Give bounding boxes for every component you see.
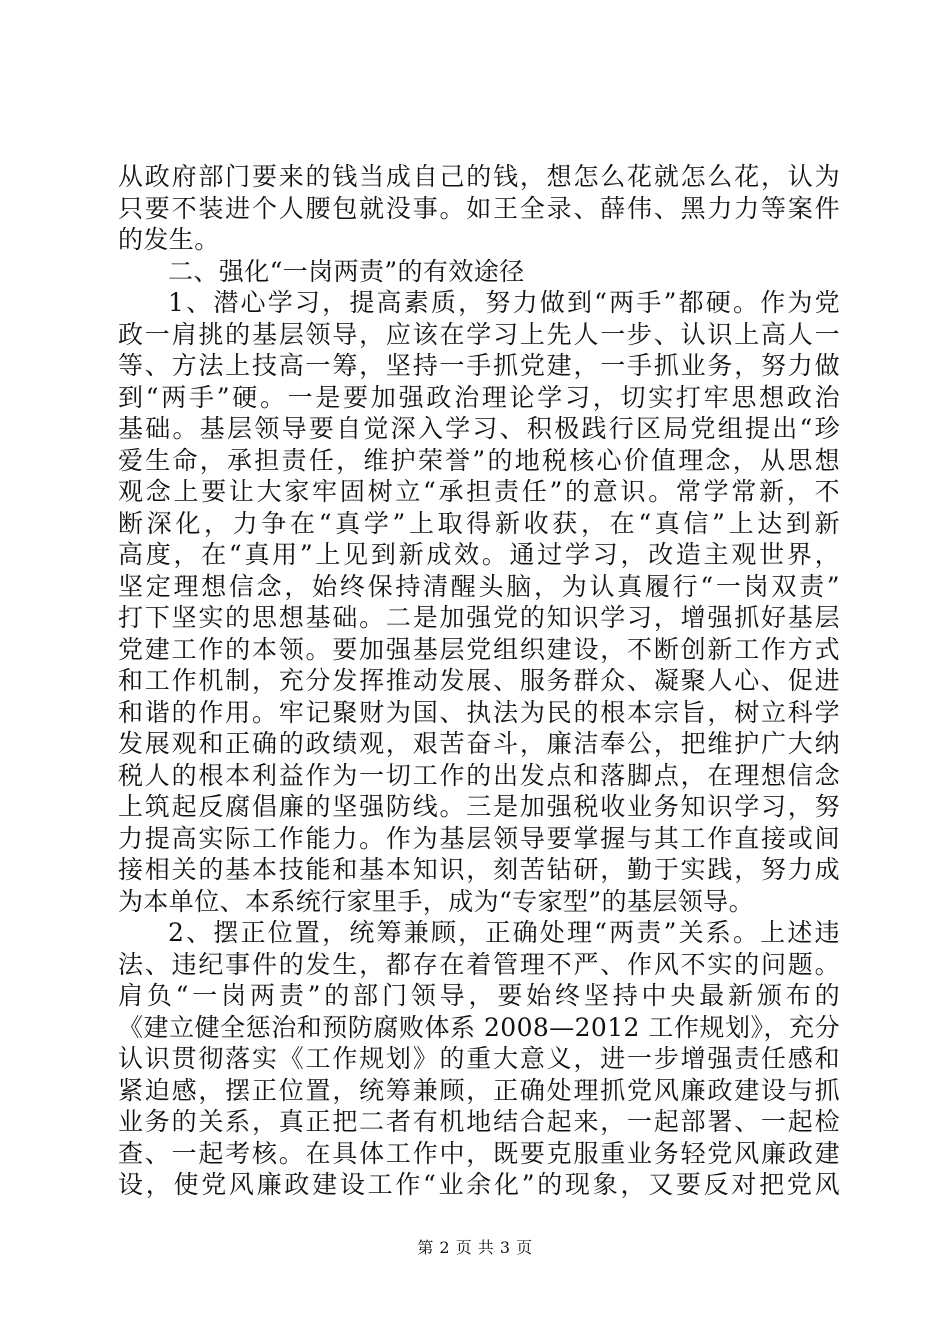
text-line: 上筑起反腐倡廉的坚强防线。三是加强税收业务知识学习，努 bbox=[118, 792, 840, 821]
text-line: 断深化，力争在“真学”上取得新收获，在“真信”上达到新 bbox=[118, 508, 840, 538]
text-line: 接相关的基本技能和基本知识，刻苦钻研，勤于实践，努力成 bbox=[118, 855, 840, 884]
text-line: 政一肩挑的基层领导，应该在学习上先人一步、认识上高人一 bbox=[118, 319, 840, 349]
text-line: 肩负“一岗两责”的部门领导，要始终坚持中央最新颁布的 bbox=[118, 981, 840, 1010]
text-line: 观念上要让大家牢固树立“承担责任”的意识。常学常新，不 bbox=[118, 477, 840, 506]
text-line: 发展观和正确的政绩观，艰苦奋斗，廉洁奉公，把维护广大纳 bbox=[118, 729, 840, 758]
text-line: 基础。基层领导要自觉深入学习、积极践行区局党组提出“珍 bbox=[118, 414, 840, 443]
text-line: 2、摆正位置，统筹兼顾，正确处理“两责”关系。上述违 bbox=[168, 918, 840, 947]
text-line: 力提高实际工作能力。作为基层领导要掌握与其工作直接或间 bbox=[118, 823, 840, 853]
text-line: 紧迫感，摆正位置，统筹兼顾，正确处理抓党风廉政建设与抓 bbox=[118, 1075, 840, 1105]
text-line: 法、违纪事件的发生，都存在着管理不严、作风不实的问题。 bbox=[118, 949, 840, 979]
text-line: 的发生。 bbox=[118, 225, 220, 254]
text-line: 只要不装进个人腰包就没事。如王全录、薛伟、黑力力等案件 bbox=[118, 193, 840, 223]
text-line: 业务的关系，真正把二者有机地结合起来，一起部署、一起检 bbox=[118, 1107, 840, 1136]
text-line: 1、潜心学习，提高素质，努力做到“两手”都硬。作为党 bbox=[168, 288, 840, 317]
text-line: 为本单位、本系统行家里手，成为“专家型”的基层领导。 bbox=[118, 886, 754, 916]
text-line: 党建工作的本领。要加强基层党组织建设，不断创新工作方式 bbox=[118, 634, 840, 664]
text-line: 和谐的作用。牢记聚财为国、执法为民的根本宗旨，树立科学 bbox=[118, 697, 840, 727]
text-line: 税人的根本利益作为一切工作的出发点和落脚点，在理想信念 bbox=[118, 760, 840, 790]
text-line: 打下坚实的思想基础。二是加强党的知识学习，增强抓好基层 bbox=[118, 603, 840, 632]
page-footer: 第 2 页 共 3 页 bbox=[417, 1238, 533, 1257]
text-line: 到“两手”硬。一是要加强政治理论学习，切实打牢思想政治 bbox=[118, 382, 840, 412]
text-line: 查、一起考核。在具体工作中，既要克服重业务轻党风廉政建 bbox=[118, 1138, 840, 1168]
text-line: 等、方法上技高一筹，坚持一手抓党建，一手抓业务，努力做 bbox=[118, 351, 840, 380]
text-line: 和工作机制，充分发挥推动发展、服务群众、凝聚人心、促进 bbox=[118, 666, 840, 695]
text-line: 爱生命，承担责任，维护荣誉”的地税核心价值理念，从思想 bbox=[118, 445, 840, 475]
text-line: 从政府部门要来的钱当成自己的钱，想怎么花就怎么花，认为 bbox=[118, 162, 840, 191]
text-line: 二、强化“一岗两责”的有效途径 bbox=[168, 256, 525, 286]
text-line: 设，使党风廉政建设工作“业余化”的现象，又要反对把党风 bbox=[118, 1170, 840, 1199]
text-line: 认识贯彻落实《工作规划》的重大意义，进一步增强责任感和 bbox=[118, 1044, 840, 1073]
body-text bbox=[118, 161, 840, 1201]
text-line: 《建立健全惩治和预防腐败体系 2008—2012 工作规划》，充分 bbox=[118, 1012, 840, 1042]
text-line: 高度，在“真用”上见到新成效。通过学习，改造主观世界， bbox=[118, 540, 840, 569]
text-line: 坚定理想信念，始终保持清醒头脑，为认真履行“一岗双责” bbox=[118, 571, 840, 601]
